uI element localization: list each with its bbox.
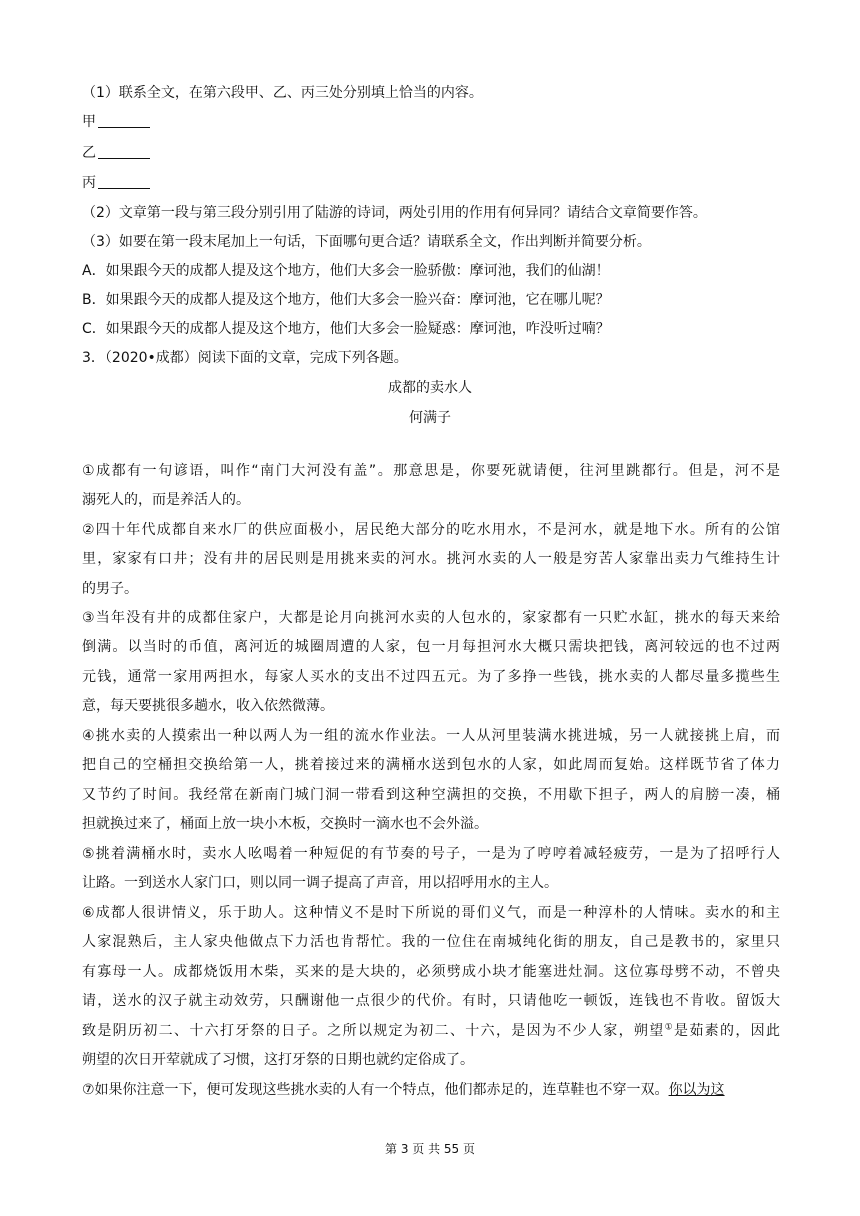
page-footer: 第 3 页 共 55 页 — [385, 1142, 475, 1156]
paragraph-4: ④挑水卖的人摸索出一种以两人为一组的流水作业法。一人从河里装满水挑进城，另一人就接挑上肩，而 把自己的空桶担交换给第一人，挑着接过来的满桶水送到包水的人家，如此周而复始。这样既节省了体力 又节约了时间。我经常在新南门城门洞一带看到这种空满担的交换，不用歇下担子，两人的肩膀一凑，桶 担就换过来了，桶面上放一块小木板，交换时一滴水也不会外溢。 — [82, 728, 780, 833]
option-a: A．如果跟今天的成都人提及这个地方，他们大多会一脸骄傲：摩诃池，我们的仙湖！ — [82, 263, 610, 279]
question-2: （2）文章第一段与第三段分别引用了陆游的诗词，两处引用的作用有何异同？请结合文章简要作答。 — [82, 205, 707, 221]
underlined-phrase: 你以为这 — [668, 1082, 725, 1098]
paragraph-5: ⑤挑着满桶水时，卖水人吆喝着一种短促的有节奏的号子，一是为了哼哼着减轻疲劳，一是为了招呼行人 让路。一到送水人家门口，则以同一调子提高了声音，用以招呼用水的主人。 — [82, 846, 780, 892]
article-author: 何满子 — [409, 410, 451, 426]
option-c: C．如果跟今天的成都人提及这个地方，他们大多会一脸疑惑：摩诃池，咋没听过喃？ — [82, 321, 610, 337]
paragraph-2: ②四十年代成都自来水厂的供应面极小，居民绝大部分的吃水用水，不是河水，就是地下水。所有的公馆 里，家家有口井；没有井的居民则是用挑来卖的河水。挑河水卖的人一般是穷苦人家靠出卖力气维持生计 的男子。 — [82, 522, 780, 597]
article-title: 成都的卖水人 — [388, 380, 472, 396]
blank-yi: 乙 — [82, 143, 150, 163]
paragraph-1: ①成都有一句谚语，叫作“南门大河没有盖”。那意思是，你要死就请便，往河里跳都行。但是，河不是 溺死人的，而是养活人的。 — [82, 463, 780, 509]
paragraph-7: ⑦如果你注意一下，便可发现这些挑水卖的人有一个特点，他们都赤足的，连草鞋也不穿一双。你以为这 — [82, 1082, 725, 1098]
question-3: （3）如要在第一段末尾加上一句话，下面哪句更合适？请联系全文，作出判断并简要分析。 — [82, 234, 651, 250]
footnote-marker: ① — [664, 1021, 675, 1032]
option-b: B．如果跟今天的成都人提及这个地方，他们大多会一脸兴奋：摩诃池，它在哪儿呢？ — [82, 292, 610, 308]
paragraph-3: ③当年没有井的成都住家户，大都是论月向挑河水卖的人包水的，家家都有一只贮水缸，挑水的每天来给 倒满。以当时的币值，离河近的城圈周遭的人家，包一月每担河水大概只需块把钱，离河较远的也不过两 元钱，通常一家用两担水，每家人买水的支出不过四五元。为了多挣一些钱，挑水卖的人都尽量多揽些生 意，每天要挑很多趟水，收入依然微薄。 — [82, 610, 780, 715]
question-1: （1）联系全文，在第六段甲、乙、丙三处分别填上恰当的内容。 — [82, 85, 483, 101]
question-heading: 3．（2020•成都）阅读下面的文章，完成下列各题。 — [82, 350, 408, 366]
blank-bing: 丙 — [82, 173, 150, 193]
blank-jia: 甲 — [82, 112, 150, 132]
paragraph-6: ⑥成都人很讲情义，乐于助人。这种情义不是时下所说的哥们义气，而是一种淳朴的人情味。卖水的和主 人家混熟后，主人家央他做点下力活也肯帮忙。我的一位住在南城纯化街的朋友，自己是教书的，家里只 有寡母一人。成都烧饭用木柴，买来的是大块的，必须劈成小块才能塞进灶洞。这位寡母劈不动，不曾央 请，送水的汉子就主动效劳，只酬谢他一点很少的代价。有时，只请他吃一顿饭，连钱也不肯收。留饭大 致是阴历初二、十六打牙祭的日子。之所以规定为初二、十六，是因为不少人家，朔望①是茹素的，因此 朔望的次日开荤就成了习惯，这打牙祭的日期也就约定俗成了。 — [82, 905, 781, 1069]
